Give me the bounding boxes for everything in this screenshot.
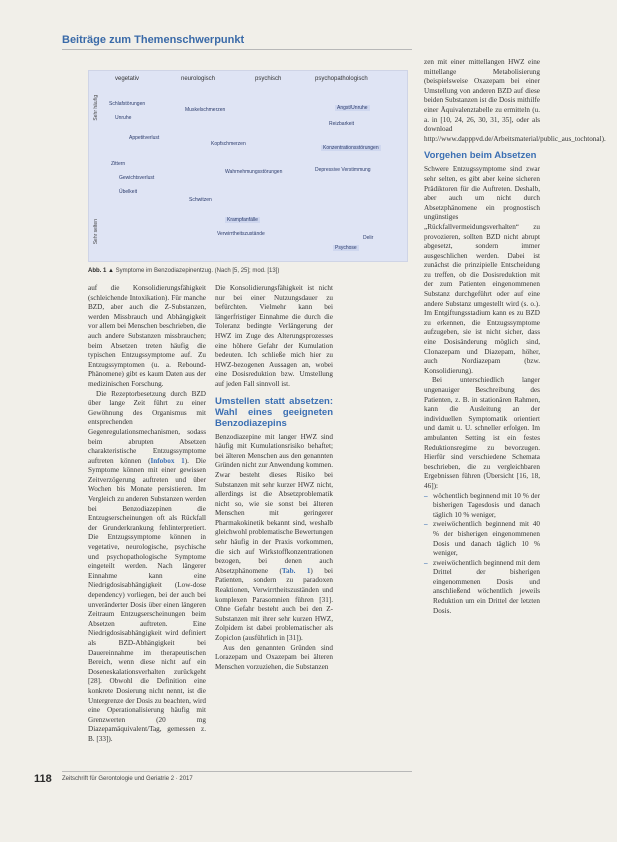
text-column-2 — [215, 284, 333, 672]
figure-item: Delir — [363, 235, 374, 241]
text-column-1 — [88, 284, 206, 745]
paragraph: Die Rezeptorbesetzung durch BZD über lange Zeit führt zu einer Gewöhnung des Organismus mit entsprechenden Gegenregulationsmechanismen, sodass beim abrupten Absetzen charakteristische Entzugssymptome auftreten können (Infobox 1). Die Symptome können mit einer gewissen Zeitverzögerung auftreten und über Wochen bis Monate persistieren. Im Vergleich zu anderen Substanzen werden bei Benzodiazepinen die Entzugserscheinungen oft als Rückfall der Grunderkrankung fehlinterpretiert. Die Entzugssymptome können in vegetative, neurologische, psychische und psychopathologische Symptome eingeteilt werden. Nach längerer Einnahme kann eine Niedrigdosisabhängigkeit (Low-dose dependency) vorliegen, bei der auch bei unveränderter Dosis über einen längeren Zeitraum Entzugserscheinungen beim Absetzen auftreten. Eine Niedrigdosisabhängigkeit wird definiert als BZD-Abhängigkeit bei Dauereinnahme im therapeutischen Bereich, wenn diese nicht auf ein Doseneskalationsverhalten zurückgeht [28]. Obwohl die Definition eine konkrete Dosierung nicht nennt, ist die Untergrenze der Dosis zu beachten, wird eine Operationalisierung häufig mit Grenzwerten (20 mg Diazepamäquivalent/Tag, gemessen z. B. [33]). — [88, 389, 207, 743]
section-heading: Umstellen statt absetzen: Wahl eines geeigneten Benzodiazepins — [215, 395, 333, 429]
figure-item: Unruhe — [115, 115, 132, 121]
paragraph: Die Konsolidierungsfähigkeit ist nicht nur bei einer Nutzungsdauer zu befürchten. Vielmehr kann bei längerfristiger Einnahme die durch die Toleranz bedingte Verlängerung der HWZ im Zuge des Alterungsprozesses eine höhere Gefahr der Kumulation bedeuten. Ich schließe mich hier zu HWZ-bezogenen Aussagen an, wobei eine Dosisreduktion bzw. Umstellung auf jeden Fall sinnvoll ist. — [215, 284, 333, 388]
figure-item: Schlafstörungen — [109, 101, 146, 107]
figure-column-label: psychopathologisch — [315, 76, 368, 82]
figure-column-label: neurologisch — [181, 76, 216, 82]
figure-withdrawal-symptoms — [88, 70, 408, 262]
table-reference[interactable]: Tab. 1 — [281, 566, 311, 575]
infobox-reference[interactable]: Infobox 1 — [150, 456, 185, 465]
figure-item: Muskelschmerzen — [185, 107, 226, 113]
figure-axis-top-label: Sehr häufig — [93, 95, 99, 121]
figure-item: Krampfanfälle — [227, 217, 258, 223]
figure-item: Kopfschmerzen — [211, 141, 246, 147]
reduction-schemes-list — [424, 492, 540, 617]
text-column-3 — [424, 58, 606, 616]
paragraph: Aus den genannten Gründen sind Lorazepam und Oxazepam bei älteren Menschen vorzuziehen, die Substanzen — [215, 643, 333, 671]
figure-column-label: psychisch — [255, 76, 282, 82]
paragraph: Schwere Entzugssymptome sind zwar sehr selten, es gibt aber keine sicheren Prädiktoren für die Auftreten. Deshalb, aber auch um nicht durch Absetzphänomene ein prognostisch ungünstiges „Rückfallvermeidungsverhalten“ zu provozieren, sollten BZD nicht abrupt abgesetzt, sondern immer ausgeschlichen werden. Dabei ist zunächst die prinzipielle Entscheidung zu treffen, ob die Dosisreduktion mit der zum Patienten eingenommenen Substanz durchgeführt oder auf eine andere Substanz umgestellt wird (s. o.). Im Entgiftungsstadium kann es zu BZD zu erkennen, die Entzugssymptome aufzugeben, sie ist nicht sicher, dass eine Dosisänderung möglich sind, Clonazepam und Diazepam, höher, auch Nordiazepam (bzw. Konsolidierung). — [424, 165, 540, 375]
section-heading: Vorgehen beim Absetzen — [424, 150, 537, 162]
figure-caption — [88, 268, 408, 274]
figure-caption-label: Abb. 1 ▲ — [88, 268, 114, 274]
footer-rule — [62, 771, 412, 772]
list-item: – zweiwöchentlich beginnend mit 40 % der bisherigen eingenommenen Dosis und danach täglich 10 % weniger, — [424, 520, 540, 558]
figure-caption-text: Symptome im Benzodiazepinentzug. (Nach [5, 25]; mod. [13]) — [115, 268, 280, 274]
paragraph: Benzodiazepine mit langer HWZ sind häufig mit Kumulationsrisiko behaftet; bei älteren Menschen aus den genannten Gründen nicht zur Anwendung kommen. Zwar besteht dieses Risiko bei Substanzen mit sehr kurzer HWZ nicht, allerdings ist die Absetzproblematik nicht so, wie sie sonst bei älteren Menschen mit geringerer Pharmakokinetik bekannt sind, weshalb gleichwohl problematische Bewertungen sehr häufig in der Praxis vorkommen, die sich auf Wirkstoffkonzentrationen bezogen, bei denen auch Absetzphänomene (Tab. 1) bei Patienten, sondern zu paradoxen Reaktionen, Verwirrtheitszuständen und komplexen Parasomnien führen [31]. Ohne Gefahr besteht auch bei den Z-Substanzen mit ihrer sehr kurzen HWZ, Zolpidem ist dabei problematischer als Zopiclon (ausführlich in [31]). — [215, 432, 333, 642]
figure-item: Gewichtsverlust — [119, 175, 155, 181]
paragraph: zen mit einer mittellangen HWZ eine mittellange Metabolisierung (beispielsweise Oxazepam bei einer Umstellung von anderen BZD auf diese beiden Substanzen ist die Dosis mithilfe einer Äquivalenztabelle zu ermitteln (u. a. in [10, 24, 26, 30, 31, 35], oder als download http://www.dapppvd.de/Arbeitsmaterial/public_aus_tochtonal). — [424, 58, 606, 143]
figure-item: Schwitzen — [189, 197, 212, 203]
paragraph: Bei unterschiedlich langer ungenauiger Beschreibung des Patienten, z. B. in stationären Rahmen, kann die Ausleitung an der individuellen Symptomatik orientiert und damit u. U. schneller erfolgen. Im ambulanten Setting ist ein festes Reduktionsregime zu bevorzugen. Hierfür sind verschiedene Schemata beschrieben, die zu vergleichbaren Ergebnissen führen (Übersicht [16, 18, 46]): — [424, 376, 540, 490]
figure-item: Appetitverlust — [129, 135, 160, 141]
figure-item: Übelkeit — [119, 189, 138, 195]
paragraph: auf die Konsolidierungsfähigkeit (schleichende Intoxikation). Für manche BZD, aber auch die Z-Substanzen, werden Missbrauch und Abhängigkeit vor allem bei Menschen beschrieben, die auch andere Substanzen missbrauchen; beim Absetzen treten häufig die typischen Entzugssymptome auf. Zu Entzugssymptomen (u. a. Rebound-Phänomene) gibt es kaum Daten aus der medizinischen Forschung. — [88, 284, 206, 388]
figure-column-label: vegetativ — [115, 76, 140, 82]
journal-footer: Zeitschrift für Gerontologie und Geriatrie 2 · 2017 — [62, 776, 193, 782]
list-item: – zweiwöchentlich beginnend mit dem Drittel der bisherigen eingenommenen Dosis und anschließend wöchentlich jeweils Reduktion um ein Drittel der letzten Dosis. — [424, 559, 540, 617]
figure-item: Wahrnehmungsstörungen — [225, 169, 283, 175]
list-item: – wöchentlich beginnend mit 10 % der bisherigen Tagesdosis und danach täglich 10 % weniger, — [424, 492, 540, 521]
figure-item: Psychose — [335, 245, 357, 251]
figure-axis-bottom-label: Sehr selten — [93, 219, 99, 245]
figure-item: Verwirrtheitszustände — [217, 231, 265, 237]
figure-item: Depressive Verstimmung — [315, 167, 371, 173]
figure-item: Konzentrationsstörungen — [323, 145, 379, 151]
figure-item: Angst/Unruhe — [337, 105, 368, 111]
header-rule — [62, 49, 412, 50]
figure-item: Reizbarkeit — [329, 121, 355, 127]
figure-item: Zittern — [111, 161, 126, 167]
running-head: Beiträge zum Themenschwerpunkt — [62, 34, 245, 46]
page-number: 118 — [34, 773, 52, 785]
